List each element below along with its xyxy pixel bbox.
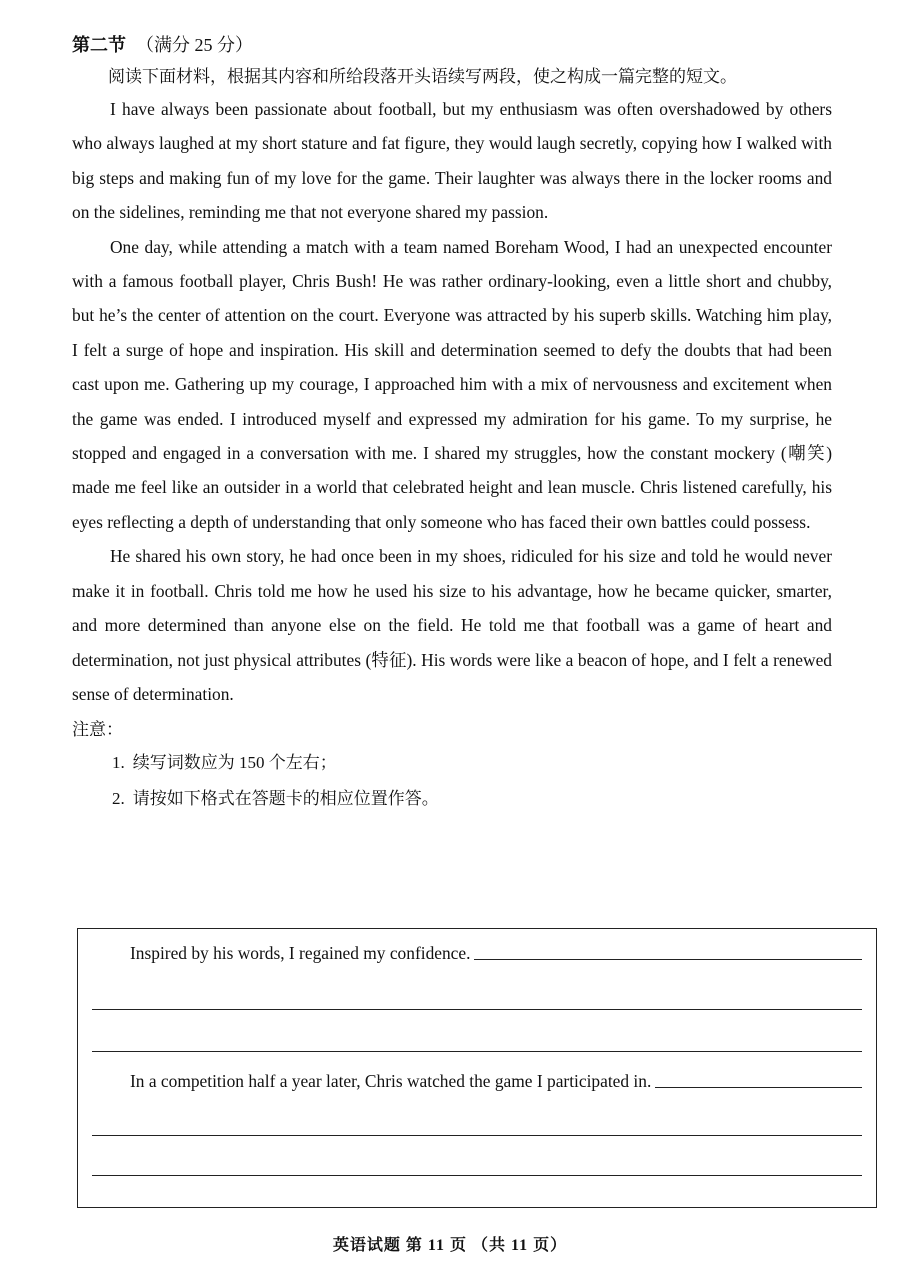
note-item	[112, 781, 832, 817]
answer-line[interactable]	[92, 1051, 862, 1052]
exam-page	[72, 30, 832, 817]
paragraph-starter-1: Inspired by his words, I regained my confidence.	[130, 943, 471, 963]
answer-line[interactable]	[92, 1135, 862, 1136]
story-paragraph-1: I have always been passionate about football, but my enthusiasm was often overshadowed by others who always laughed at my short stature and fat figure, they would laugh secretly, copying how I walked with big steps and making fun of my love for the game. Their laughter was always there in the locker rooms and on the sidelines, reminding me that not everyone shared my passion.	[72, 99, 832, 223]
note-text: 请按如下格式在答题卡的相应位置作答。	[132, 789, 439, 809]
task-instruction: 阅读下面材料，根据其内容和所给段落开头语续写两段，使之构成一篇完整的短文。	[108, 67, 737, 86]
answer-line[interactable]	[474, 959, 862, 960]
note-number: 1.	[112, 753, 125, 773]
answer-starter-row-2	[130, 1071, 862, 1092]
note-text: 续写词数应为 150 个左右；	[132, 753, 337, 773]
answer-line[interactable]	[655, 1087, 862, 1088]
note-item	[112, 745, 832, 781]
answer-starter-row-1	[130, 943, 862, 964]
paragraph-starter-2: In a competition half a year later, Chris watched the game I participated in.	[130, 1071, 652, 1091]
answer-box	[77, 928, 877, 1208]
section-title: 第二节	[72, 35, 126, 55]
answer-line[interactable]	[92, 1009, 862, 1010]
note-number: 2.	[112, 789, 125, 809]
notes-list	[72, 745, 832, 817]
section-heading	[72, 30, 832, 60]
section-score: （满分 25 分）	[136, 35, 253, 55]
story-paragraph-2: One day, while attending a match with a team named Boreham Wood, I had an unexpected encounter with a famous football player, Chris Bush! He was rather ordinary-looking, even a little short and chubby, but he’s the center of attention on the court. Everyone was attracted by his superb skills. Watching him play, I felt a surge of hope and inspiration. His skill and determination seemed to defy the doubts that had been cast upon me. Gathering up my courage, I approached him with a mix of nervousness and excitement when the game was ended. I introduced myself and expressed my admiration for his game. To my surprise, he stopped and engaged in a conversation with me. I shared my struggles, how the constant mockery (嘲笑) made me feel like an outsider in a world that celebrated height and lean muscle. Chris listened carefully, his eyes reflecting a depth of understanding that only someone who has faced their own battles could possess.	[72, 236, 832, 532]
answer-line[interactable]	[92, 1175, 862, 1176]
notes-title: 注意：	[72, 720, 123, 740]
story-paragraph-3: He shared his own story, he had once been in my shoes, ridiculed for his size and told he would never make it in football. Chris told me how he used his size to his advantage, how he became quicker, smarter, and more determined than anyone else on the field. He told me that football was a game of heart and determination, not just physical attributes (特征). His words were like a beacon of hope, and I felt a renewed sense of determination.	[72, 546, 832, 704]
page-footer: 英语试题 第 11 页 （共 11 页）	[332, 1237, 568, 1254]
